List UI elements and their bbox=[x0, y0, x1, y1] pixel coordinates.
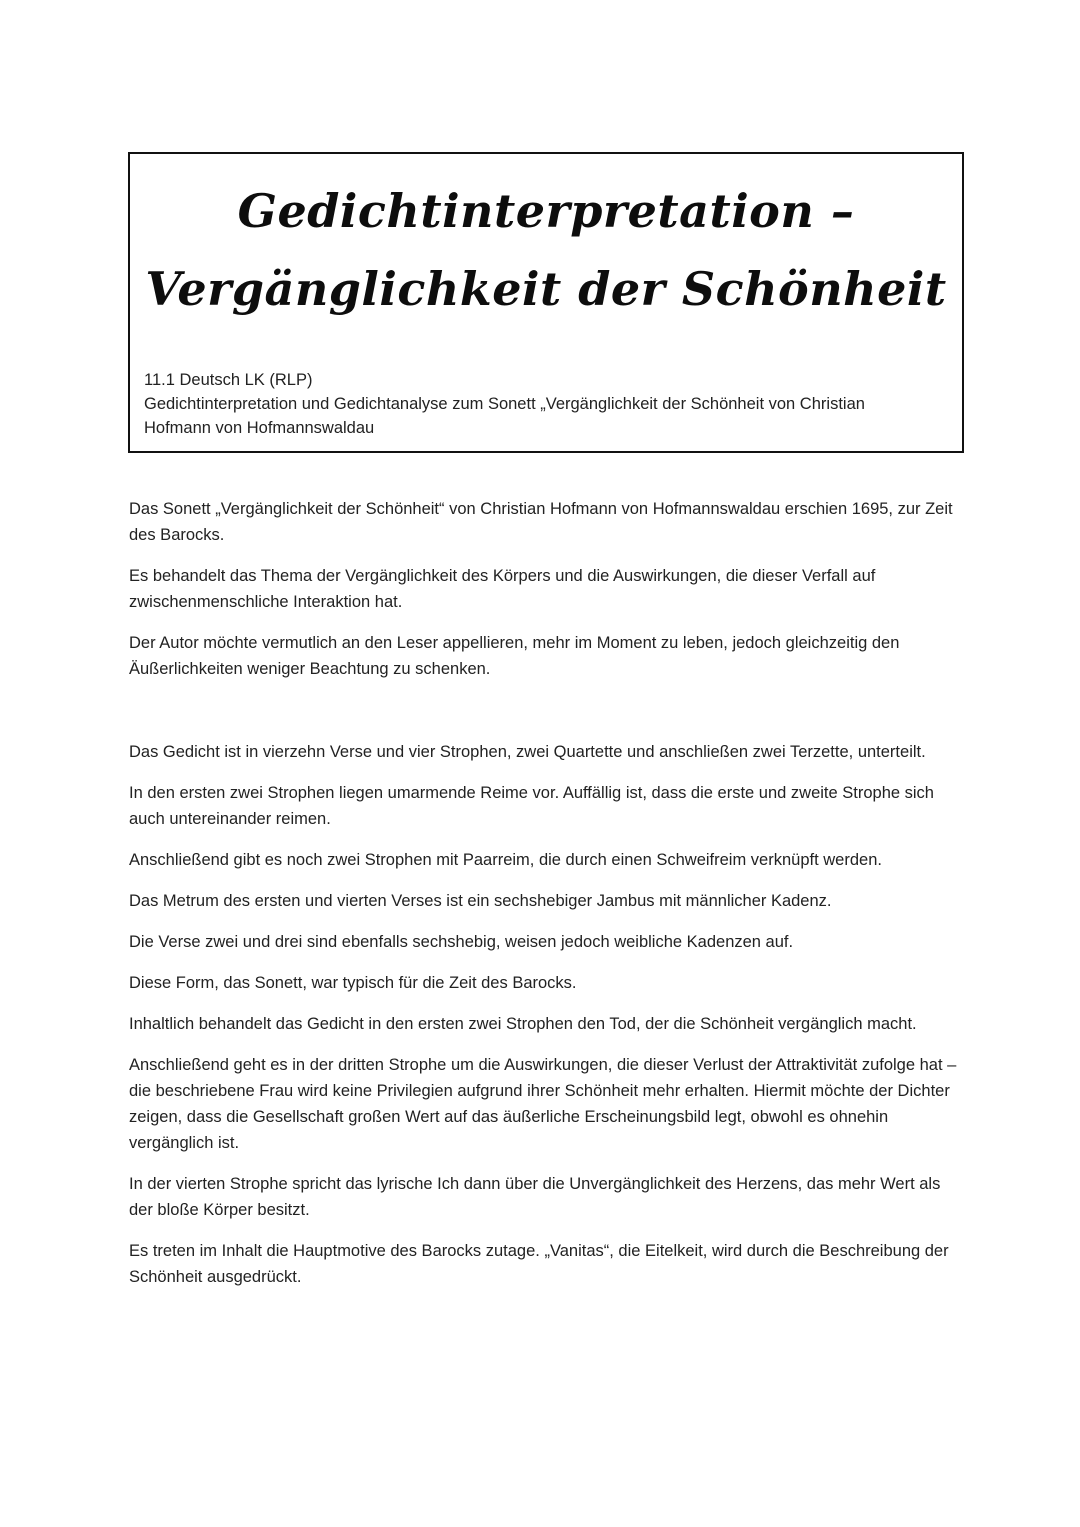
paragraph: Das Metrum des ersten und vierten Verses ist ein sechshebiger Jambus mit männlicher Kadenz. bbox=[129, 892, 832, 910]
paragraph: Diese Form, das Sonett, war typisch für die Zeit des Barocks. bbox=[129, 974, 577, 992]
section-gap bbox=[129, 697, 959, 739]
paragraph: Anschließend gibt es noch zwei Strophen mit Paarreim, die durch einen Schweifreim verknüpft werden. bbox=[129, 851, 882, 869]
paragraph: Es treten im Inhalt die Hauptmotive des Barocks zutage. „Vanitas“, die Eitelkeit, wird durch die Beschreibung der Schönheit ausgedrückt. bbox=[129, 1242, 949, 1286]
course-label: 11.1 Deutsch LK (RLP) bbox=[144, 371, 313, 389]
paragraph: Das Sonett „Vergänglichkeit der Schönheit“ von Christian Hofmann von Hofmannswaldau erschien 1695, zur Zeit des Barocks. bbox=[129, 500, 953, 544]
subtitle-line-3: Hofmann von Hofmannswaldau bbox=[144, 419, 375, 437]
paragraph: In den ersten zwei Strophen liegen umarmende Reime vor. Auffällig ist, dass die erste und zweite Strophe sich auch untereinander reimen. bbox=[129, 784, 934, 828]
paragraph: Der Autor möchte vermutlich an den Leser appellieren, mehr im Moment zu leben, jedoch gleichzeitig den Äußerlichkeiten weniger Beachtung zu schenken. bbox=[129, 634, 900, 678]
paragraph: Die Verse zwei und drei sind ebenfalls sechshebig, weisen jedoch weibliche Kadenzen auf. bbox=[129, 933, 794, 951]
document-title bbox=[130, 172, 962, 328]
title-line-1: Gedichtinterpretation – bbox=[237, 184, 855, 238]
body-text bbox=[129, 496, 959, 1305]
paragraph: In der vierten Strophe spricht das lyrische Ich dann über die Unvergänglichkeit des Herzens, das mehr Wert als der bloße Körper besitzt. bbox=[129, 1175, 941, 1219]
title-line-2: Vergänglichkeit der Schönheit bbox=[145, 262, 947, 316]
document-subtitle bbox=[144, 368, 952, 440]
paragraph: Es behandelt das Thema der Vergänglichkeit des Körpers und die Auswirkungen, die dieser Verfall auf zwischenmenschliche Interaktion hat. bbox=[129, 567, 876, 611]
title-box bbox=[128, 152, 964, 453]
paragraph: Anschließend geht es in der dritten Strophe um die Auswirkungen, die dieser Verlust der Attraktivität zufolge hat – die beschriebene Frau wird keine Privilegien aufgrund ihrer Schönheit mehr erhalten. Hiermit möchte der Dichter zeigen, dass die Gesellschaft großen Wert auf das äußerliche Erscheinungsbild legt, obwohl es ohnehin vergänglich ist. bbox=[129, 1056, 957, 1152]
subtitle-line-2: Gedichtinterpretation und Gedichtanalyse zum Sonett „Vergänglichkeit der Schönheit von Christian bbox=[144, 395, 865, 413]
paragraph: Das Gedicht ist in vierzehn Verse und vier Strophen, zwei Quartette und anschließen zwei Terzette, unterteilt. bbox=[129, 743, 926, 761]
paragraph: Inhaltlich behandelt das Gedicht in den ersten zwei Strophen den Tod, der die Schönheit vergänglich macht. bbox=[129, 1015, 917, 1033]
